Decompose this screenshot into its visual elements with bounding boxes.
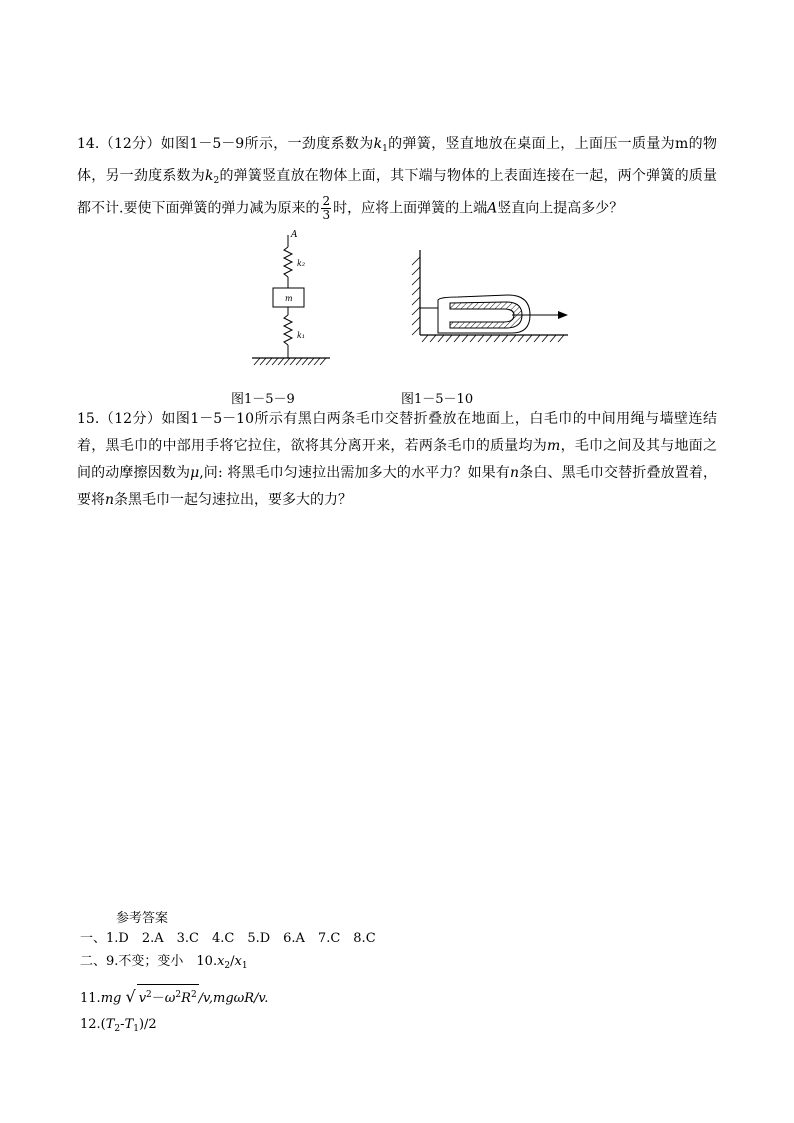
k2-subscript: 2 xyxy=(213,176,220,186)
wall-hatch xyxy=(412,257,420,335)
answers-line-11: 11.mg √ $v^2-\omega^2R^2$ /v,mgωR/v. xyxy=(80,984,268,1009)
fig9-label-k2: k₂ xyxy=(297,259,306,268)
fig10-caption: 图1－5－10 xyxy=(401,392,474,407)
fig9-label-a: A xyxy=(291,230,298,240)
mass-symbol: m xyxy=(547,438,561,454)
point-a-label: A xyxy=(487,200,498,217)
k2-symbol: k xyxy=(205,168,214,184)
ground-hatch xyxy=(254,358,326,365)
k1-symbol: k xyxy=(373,136,383,152)
ground-hatch xyxy=(422,335,564,342)
spring-k1-icon xyxy=(284,315,292,345)
sqrt-radicand: $v^2-\omega^2R^2$ xyxy=(137,984,199,1009)
fig9-label-k1: k₁ xyxy=(297,331,306,340)
fig9-label-m: m xyxy=(285,294,293,303)
question-14: 14.（12分）如图1－5－9所示，一劲度系数为$k_1$的弹簧，竖直地放在桌面上，上面压一质量为m的物体，另一劲度系数为$k_2$的弹簧竖直放在物体上面，其下端与物体的上表面连接在一起，两个弹簧的质量都不计.要使下面弹簧的弹力减为原来的 $\frac{2}{3}$ 时，应将上面弹簧的上端A竖直向上提高多少？ xyxy=(77,136,718,222)
n-symbol: n xyxy=(510,465,520,481)
fig9-caption: 图1－5－9 xyxy=(231,392,295,407)
figure-1-5-10 xyxy=(400,245,580,355)
figure-1-5-9 xyxy=(246,225,346,375)
answers-title: 参考答案 xyxy=(116,911,169,926)
fraction-two-thirds: $\frac{2}{3}$ xyxy=(322,194,331,222)
spring-k2-icon xyxy=(284,247,292,277)
arrow-right-icon xyxy=(558,311,568,319)
sqrt-icon: √ xyxy=(125,987,136,1006)
mu-symbol: μ xyxy=(190,465,200,481)
answers-line-2: 二、9.不变；变小 $10.x_2/x_1$ xyxy=(80,954,248,971)
question-15: 15.（12分）如图1－5－10所示有黑白两条毛巾交替折叠放在地面上，白毛巾的中间用绳与墙壁连结着，黑毛巾的中部用手将它拉住，欲将其分离开来，若两条毛巾的质量均为m，毛巾之间及其与地面之间的动摩擦因数为μ,问: 将黑毛巾匀速拉出需加多大的水平力？如果有n条白、黑毛巾交替折叠放置着，要将n条黑毛巾一起匀速拉出，要多大的力？ xyxy=(77,411,718,508)
answers-line-1: 一、1.D 2.A 3.C 4.C 5.D 6.A 7.C 8.C xyxy=(80,931,376,946)
k1-subscript: 1 xyxy=(382,144,388,154)
n-symbol: n xyxy=(105,492,115,508)
answers-line-12: $12.(T_2-T_1)/2$ xyxy=(80,1017,157,1034)
